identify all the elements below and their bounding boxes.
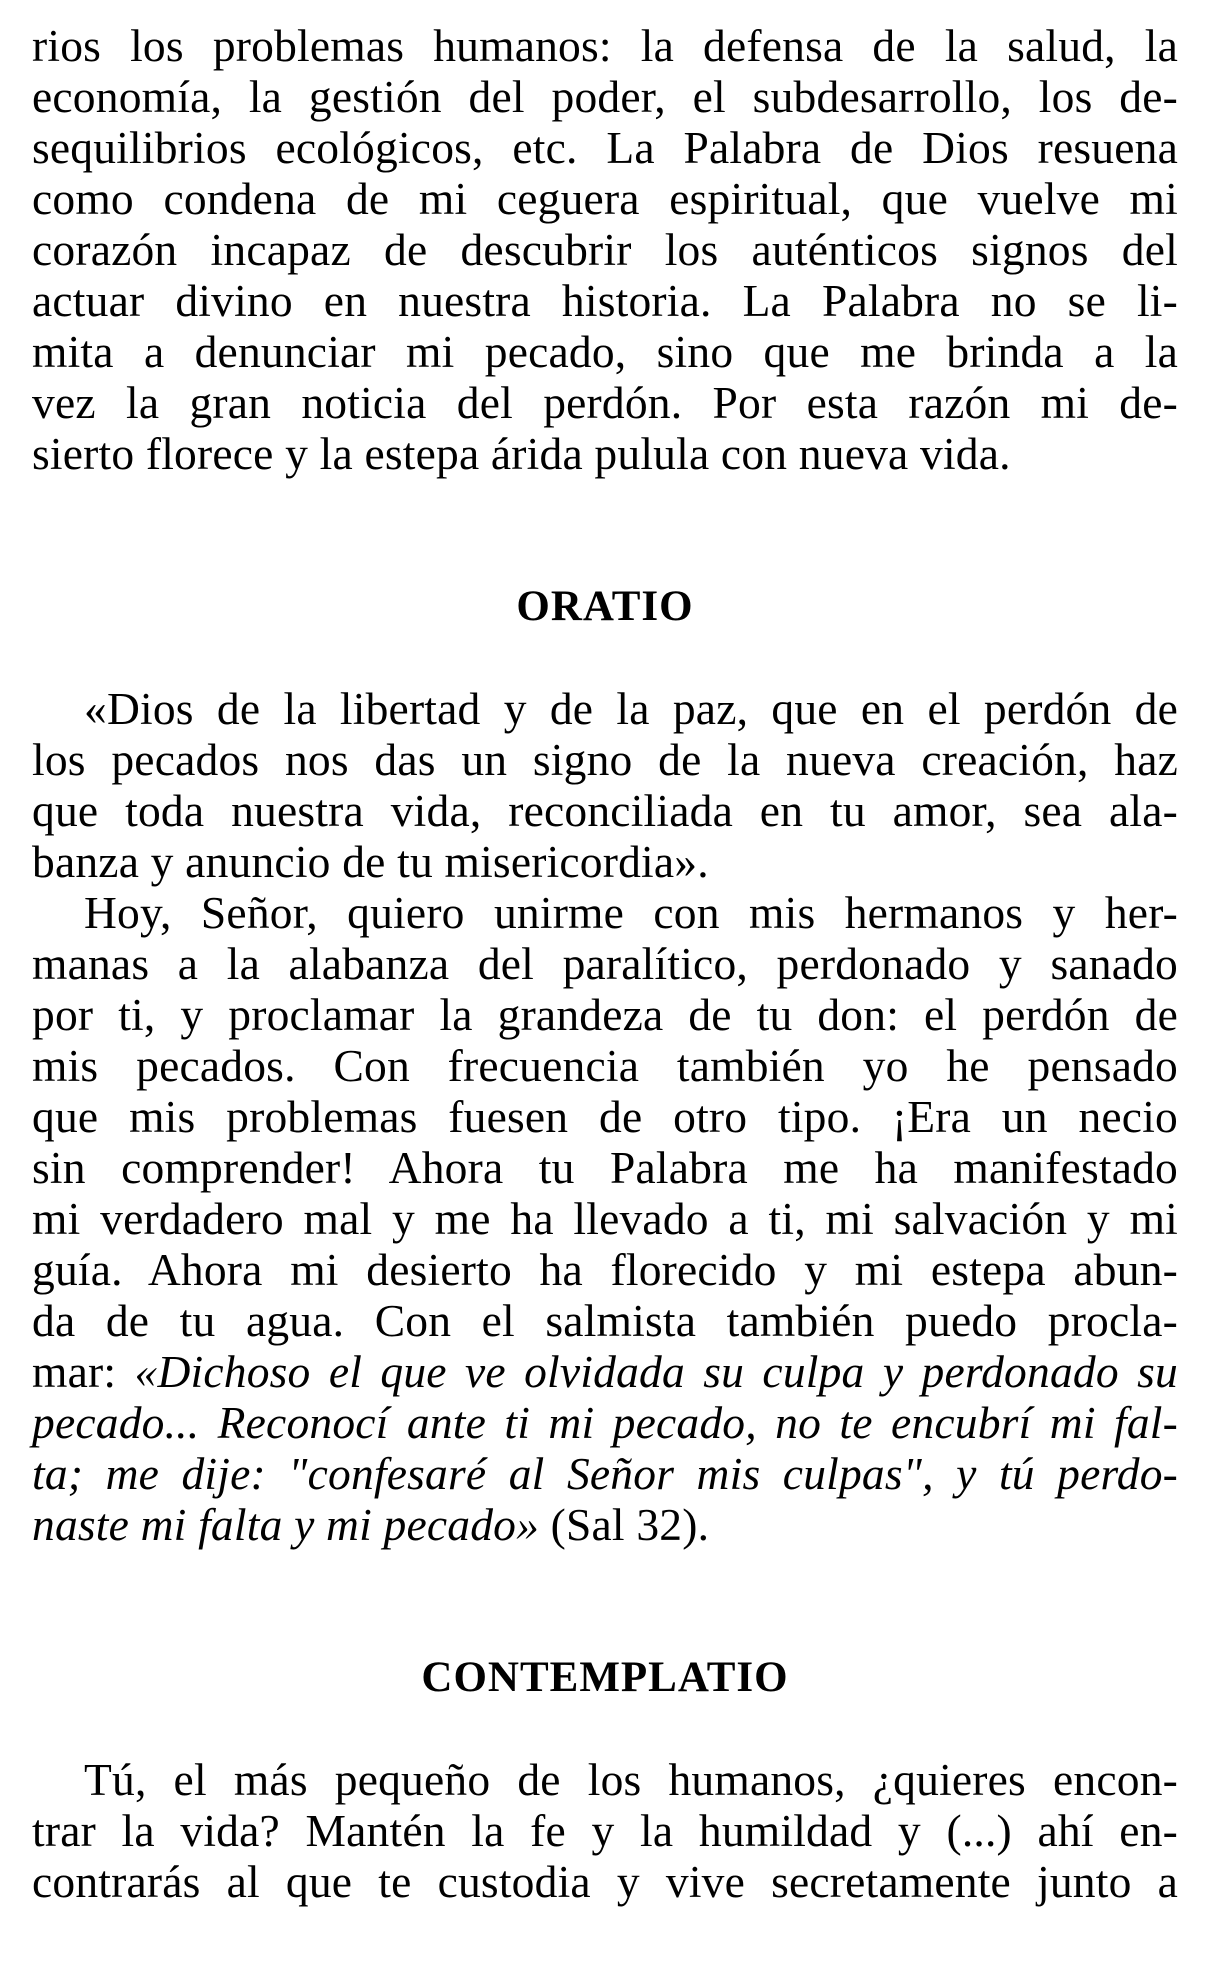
text-line: Tú, el más pequeño de los humanos, ¿quieres encon- xyxy=(84,1754,1178,1805)
text-line: sequilibrios ecológicos, etc. La Palabra de Dios resuena xyxy=(32,122,1178,173)
section-heading-oratio: ORATIO xyxy=(516,583,694,630)
text-line: que mis problemas fuesen de otro tipo. ¡Era un necio xyxy=(32,1091,1178,1142)
text-line: banza y anuncio de tu misericordia». xyxy=(32,836,709,887)
text-line: guía. Ahora mi desierto ha florecido y mi estepa abun- xyxy=(32,1244,1178,1295)
oratio-paragraph-2 xyxy=(32,887,1178,1550)
text-line xyxy=(32,1499,1178,1550)
text-line: corazón incapaz de descubrir los auténticos signos del xyxy=(32,224,1178,275)
text-line: sierto florece y la estepa árida pulula con nueva vida. xyxy=(32,428,1011,479)
contemplatio-paragraph xyxy=(32,1754,1178,1907)
psalm-quote-line: ta; me dije: "confesaré al Señor mis culpas", y tú perdo- xyxy=(32,1448,1178,1499)
psalm-quote: naste mi falta y mi pecado» xyxy=(32,1499,540,1550)
text-line: que toda nuestra vida, reconciliada en tu amor, sea ala- xyxy=(32,785,1178,836)
text-line: trar la vida? Mantén la fe y la humildad y (...) ahí en- xyxy=(32,1805,1178,1856)
text-line: mi verdadero mal y me ha llevado a ti, mi salvación y mi xyxy=(32,1193,1178,1244)
quote-intro: mar: xyxy=(32,1346,135,1397)
section-heading-contemplatio: CONTEMPLATIO xyxy=(421,1654,789,1701)
text-line: sin comprender! Ahora tu Palabra me ha manifestado xyxy=(32,1142,1178,1193)
text-line: manas a la alabanza del paralítico, perdonado y sanado xyxy=(32,938,1178,989)
text-line: mis pecados. Con frecuencia también yo he pensado xyxy=(32,1040,1178,1091)
psalm-quote-line: pecado... Reconocí ante ti mi pecado, no te encubrí mi fal- xyxy=(32,1397,1178,1448)
text-line: da de tu agua. Con el salmista también puedo procla- xyxy=(32,1295,1178,1346)
text-line xyxy=(32,1346,1178,1397)
text-line: como condena de mi ceguera espiritual, que vuelve mi xyxy=(32,173,1178,224)
text-line: rios los problemas humanos: la defensa de la salud, la xyxy=(32,20,1178,71)
psalm-citation: (Sal 32). xyxy=(539,1499,710,1550)
text-line: mita a denunciar mi pecado, sino que me brinda a la xyxy=(32,326,1178,377)
text-line: economía, la gestión del poder, el subdesarrollo, los de- xyxy=(32,71,1178,122)
text-line: Hoy, Señor, quiero unirme con mis hermanos y her- xyxy=(84,887,1178,938)
text-line: contrarás al que te custodia y vive secretamente junto a xyxy=(32,1856,1178,1907)
text-line: los pecados nos das un signo de la nueva creación, haz xyxy=(32,734,1178,785)
text-line: actuar divino en nuestra historia. La Palabra no se li- xyxy=(32,275,1178,326)
text-line: vez la gran noticia del perdón. Por esta razón mi de- xyxy=(32,377,1178,428)
document-page xyxy=(32,20,1178,1907)
psalm-quote: «Dichoso el que ve olvidada su culpa y perdonado su xyxy=(134,1346,1178,1397)
text-line: «Dios de la libertad y de la paz, que en el perdón de xyxy=(84,683,1178,734)
text-line: por ti, y proclamar la grandeza de tu don: el perdón de xyxy=(32,989,1178,1040)
intro-paragraph xyxy=(32,20,1178,479)
oratio-paragraph-1 xyxy=(32,683,1178,887)
